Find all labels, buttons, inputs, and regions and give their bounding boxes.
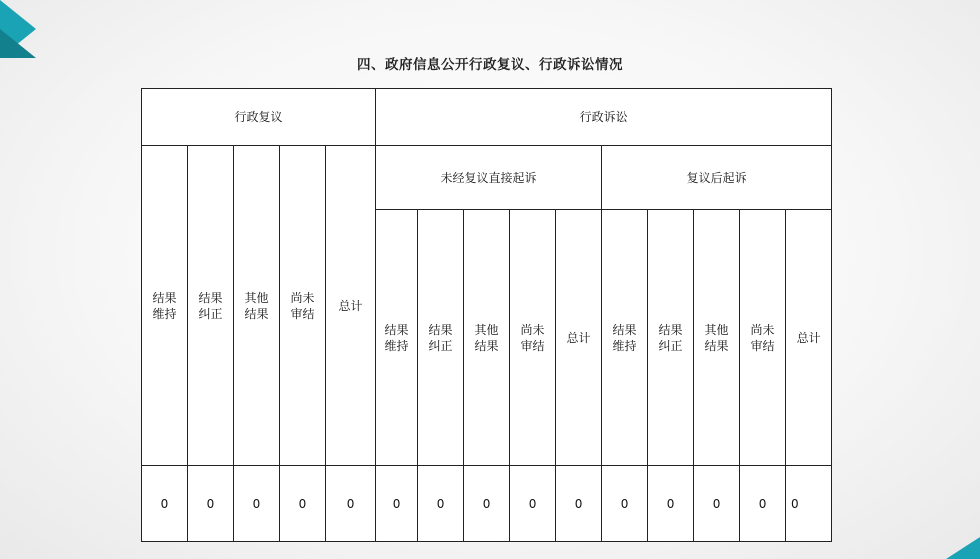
- direct-suit-header: 未经复议直接起诉: [376, 146, 602, 210]
- admin-litigation-header: 行政诉讼: [376, 89, 832, 146]
- direct-value: 0: [556, 466, 602, 542]
- direct-col-header: 结果纠正: [418, 210, 464, 466]
- page-title: 四、政府信息公开行政复议、行政诉讼情况: [357, 57, 623, 73]
- header-row-1: [142, 89, 832, 146]
- review-col-header: 结果维持: [142, 146, 188, 466]
- after-col-header: 尚未审结: [740, 210, 786, 466]
- review-value: 0: [142, 466, 188, 542]
- direct-col-header: 总计: [556, 210, 602, 466]
- admin-review-header: 行政复议: [142, 89, 376, 146]
- after-value: 0: [648, 466, 694, 542]
- direct-value: 0: [376, 466, 418, 542]
- review-value: 0: [234, 466, 280, 542]
- after-value: 0: [602, 466, 648, 542]
- direct-value: 0: [418, 466, 464, 542]
- review-litigation-table: [141, 88, 832, 542]
- after-value: 0: [786, 466, 832, 542]
- direct-value: 0: [510, 466, 556, 542]
- after-col-header: 总计: [786, 210, 832, 466]
- value-row: [142, 466, 832, 542]
- review-col-header: 其他结果: [234, 146, 280, 466]
- review-col-header: 总计: [326, 146, 376, 466]
- after-col-header: 结果纠正: [648, 210, 694, 466]
- after-col-header: 结果维持: [602, 210, 648, 466]
- direct-col-header: 其他结果: [464, 210, 510, 466]
- after-review-suit-header: 复议后起诉: [602, 146, 832, 210]
- review-value: 0: [188, 466, 234, 542]
- direct-col-header: 结果维持: [376, 210, 418, 466]
- direct-col-header: 尚未审结: [510, 210, 556, 466]
- bottom-right-triangle-decoration: [946, 537, 980, 559]
- after-col-header: 其他结果: [694, 210, 740, 466]
- header-row-2: [142, 146, 832, 210]
- direct-value: 0: [464, 466, 510, 542]
- review-col-header: 尚未审结: [280, 146, 326, 466]
- review-value: 0: [280, 466, 326, 542]
- review-col-header: 结果纠正: [188, 146, 234, 466]
- after-value: 0: [694, 466, 740, 542]
- after-value: 0: [740, 466, 786, 542]
- review-value: 0: [326, 466, 376, 542]
